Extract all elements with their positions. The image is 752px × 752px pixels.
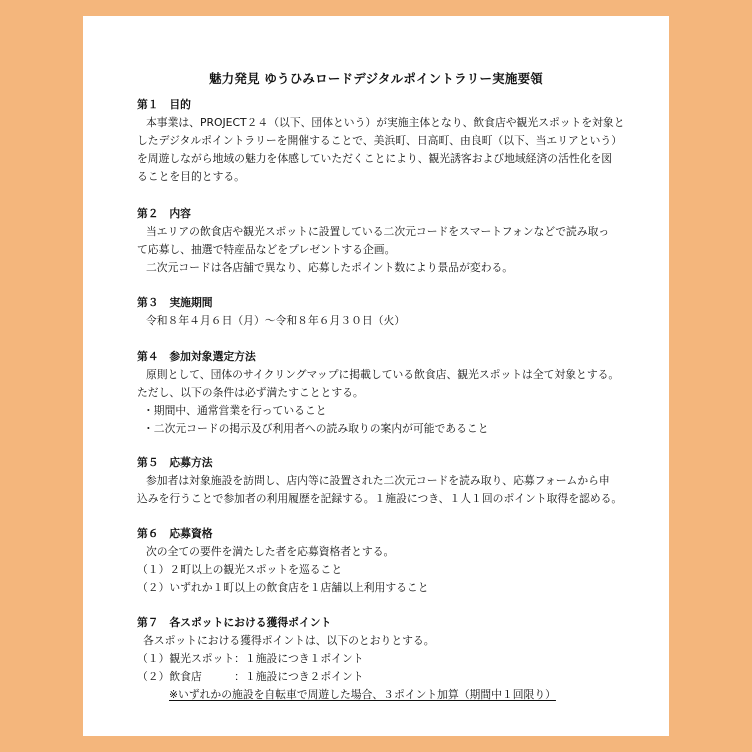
section-text: 次の全ての要件を満たした者を応募資格者とする。 — [146, 545, 395, 558]
document-title: 魅力発見 ゆうひみロードデジタルポイントラリー実施要領 — [208, 71, 543, 86]
section-heading-selection: 第４ 参加対象選定方法 — [137, 350, 256, 363]
list-item: ・二次元コードの掲示及び利用者への読み取りの案内が可能であること — [143, 422, 489, 435]
section-text: て応募し、抽選で特産品などをプレゼントする企画。 — [137, 243, 396, 256]
section-heading-eligibility: 第６ 応募資格 — [137, 527, 213, 540]
section-heading-application: 第５ 応募方法 — [137, 456, 213, 469]
section-text: 当エリアの飲食店や観光スポットに設置している二次元コードをスマートフォンなどで読み取っ — [146, 225, 610, 238]
section-text: したデジタルポイントラリーを開催することで、美浜町、日高町、由良町（以下、当エリアという） — [137, 134, 622, 147]
document-page — [83, 16, 669, 736]
section-heading-period: 第３ 実施期間 — [137, 296, 213, 309]
section-text: 原則として、団体のサイクリングマップに掲載している飲食店、観光スポットは全て対象とする。 — [146, 368, 620, 381]
section-text: ただし、以下の条件は必ず満たすこととする。 — [137, 386, 364, 399]
list-item: ・期間中、通常営業を行っていること — [143, 404, 327, 417]
list-item: （１）観光スポット：１施設につき１ポイント — [137, 652, 364, 665]
section-text: 各スポットにおける獲得ポイントは、以下のとおりとする。 — [143, 634, 435, 647]
section-text: ることを目的とする。 — [137, 170, 245, 183]
list-item: （２）いずれか１町以上の飲食店を１店舗以上利用すること — [137, 581, 429, 594]
list-item: （２）飲食店 ：１施設につき２ポイント — [137, 670, 364, 683]
bonus-note: ※いずれかの施設を自転車で周遊した場合、３ポイント加算（期間中１回限り） — [169, 688, 556, 701]
section-text: 参加者は対象施設を訪問し、店内等に設置された二次元コードを読み取り、応募フォームから申 — [146, 474, 610, 487]
list-item: （１）２町以上の観光スポットを巡ること — [137, 563, 343, 576]
section-text: 本事業は、PROJECT２４（以下、団体という）が実施主体となり、飲食店や観光スポットを対象と — [146, 116, 625, 129]
section-heading-purpose: 第１ 目的 — [137, 98, 191, 111]
section-heading-content: 第２ 内容 — [137, 207, 191, 220]
section-text: 二次元コードは各店舗で異なり、応募したポイント数により景品が変わる。 — [146, 261, 514, 274]
section-text: を周遊しながら地域の魅力を体感していただくことにより、観光誘客および地域経済の活性化を図 — [137, 152, 613, 165]
section-heading-points: 第７ 各スポットにおける獲得ポイント — [137, 616, 332, 629]
section-text: 令和８年４月６日（月）〜令和８年６月３０日（火） — [146, 314, 406, 327]
section-text: 込みを行うことで参加者の利用履歴を記録する。１施設につき、１人１回のポイント取得を認める。 — [137, 492, 623, 505]
